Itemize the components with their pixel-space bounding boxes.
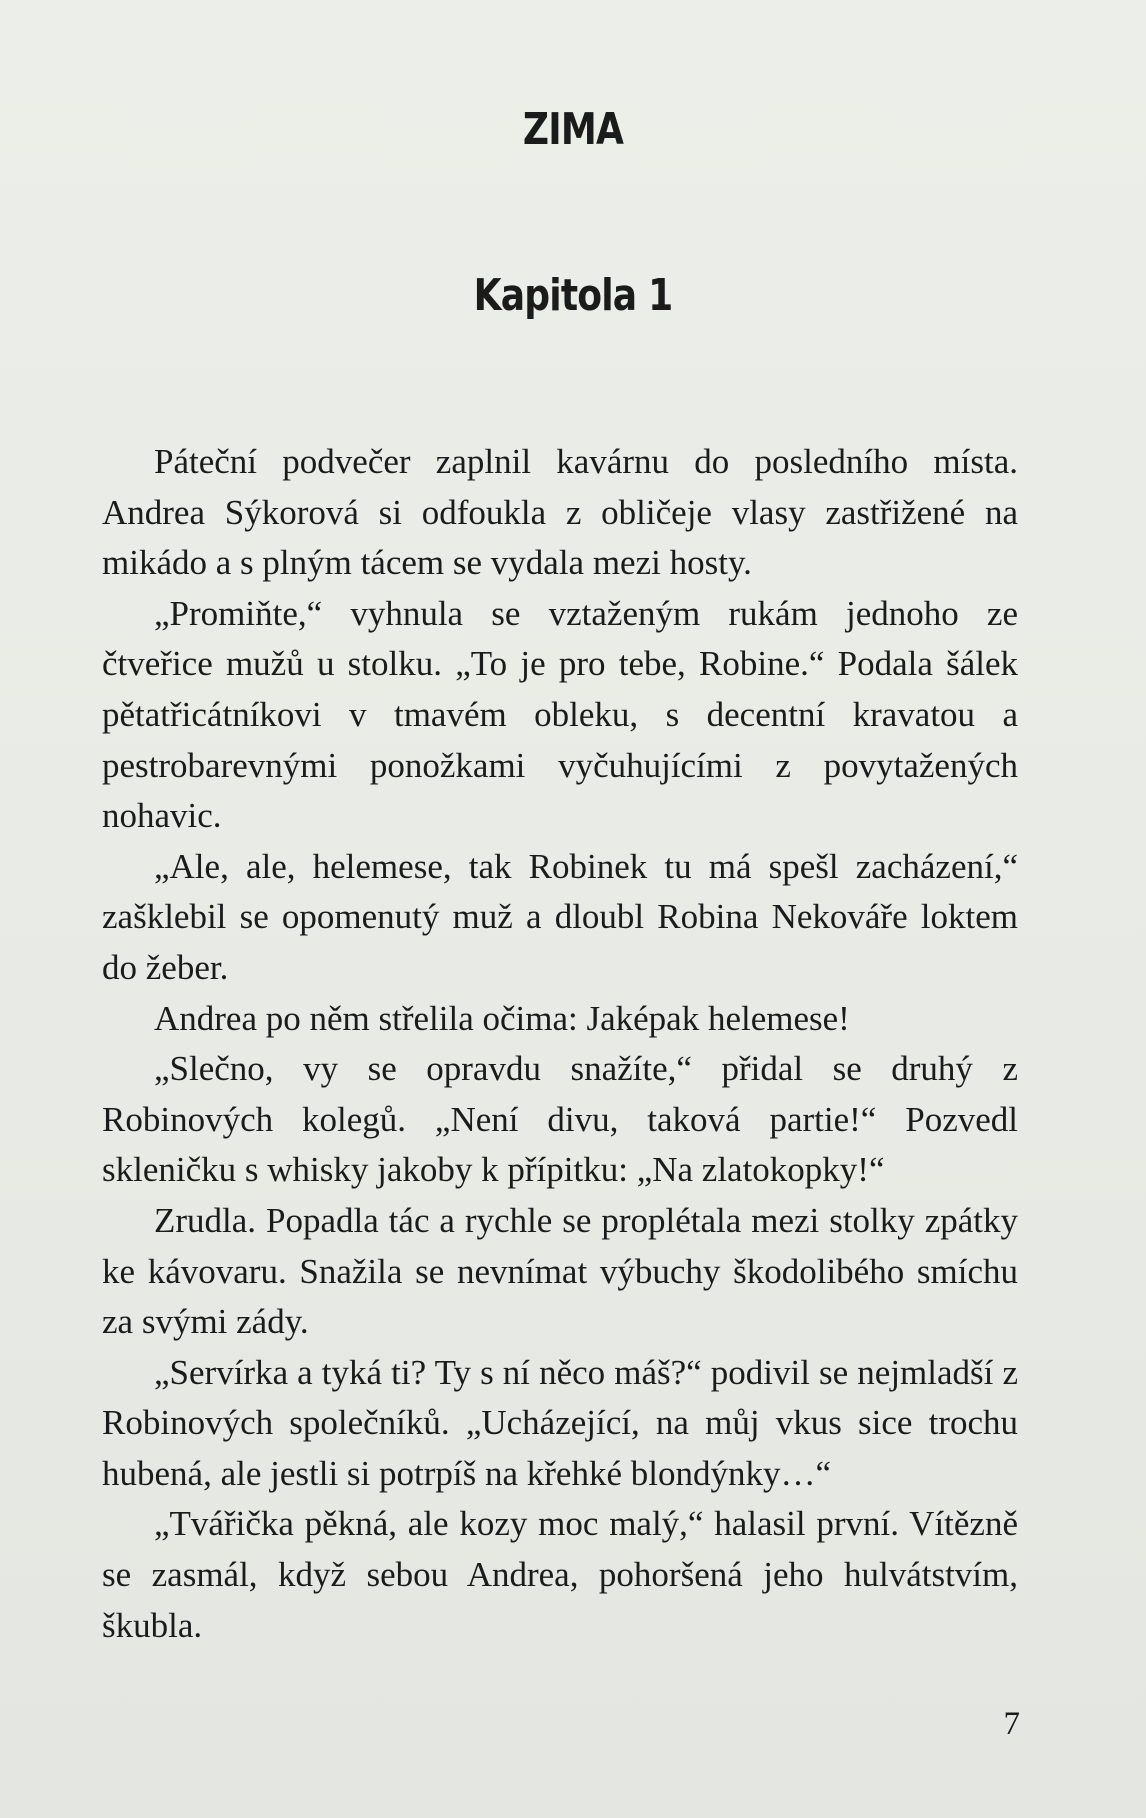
part-title: ZIMA	[522, 104, 624, 155]
page-number: 7	[1003, 1706, 1020, 1742]
paragraph: „Ale, ale, helemese, tak Robinek tu má spešl zacházení,“ zašklebil se opomenutý muž a dloubl Robina Nekováře loktem do žeber.	[102, 846, 1018, 987]
paragraph: Páteční podvečer zaplnil kavárnu do posledního místa. Andrea Sýkorová si odfoukla z obličeje vlasy zastřižené na mikádo a s plným tácem se vydala mezi hosty.	[102, 442, 1018, 583]
chapter-title: Kapitola 1	[473, 270, 673, 321]
paragraph: „Slečno, vy se opravdu snažíte,“ přidal se druhý z Robinových kolegů. „Není divu, taková partie!“ Pozvedl skleničku s whisky jakoby k přípitku: „Na zlatokopky!“	[102, 1049, 1018, 1190]
paragraph: Zrudla. Popadla tác a rychle se proplétala mezi stolky zpátky ke kávovaru. Snažila se nevnímat výbuchy škodolibého smíchu za svými zády.	[102, 1200, 1018, 1342]
chapter-body	[102, 437, 1018, 1651]
paragraph: „Promiňte,“ vyhnula se vztaženým rukám jednoho ze čtveřice mužů u stolku. „To je pro tebe, Robine.“ Podala šálek pětatřicátníkovi v tmavém obleku, s decentní kravatou a pestrobarevnými ponožkami vyčuhujícími z povytažených nohavic.	[102, 593, 1018, 836]
paragraph: „Servírka a tyká ti? Ty s ní něco máš?“ podivil se nejmladší z Robinových společníků. „Ucházející, na můj vkus sice trochu hubená, ale jestli si potrpíš na křehké blondýnky…“	[102, 1352, 1018, 1493]
paragraph: „Tvářička pěkná, ale kozy moc malý,“ halasil první. Vítězně se zasmál, když sebou Andrea, pohoršená jeho hulvátstvím, škubla.	[102, 1504, 1018, 1645]
paragraph: Andrea po něm střelila očima: Jaképak helemese!	[154, 998, 850, 1038]
